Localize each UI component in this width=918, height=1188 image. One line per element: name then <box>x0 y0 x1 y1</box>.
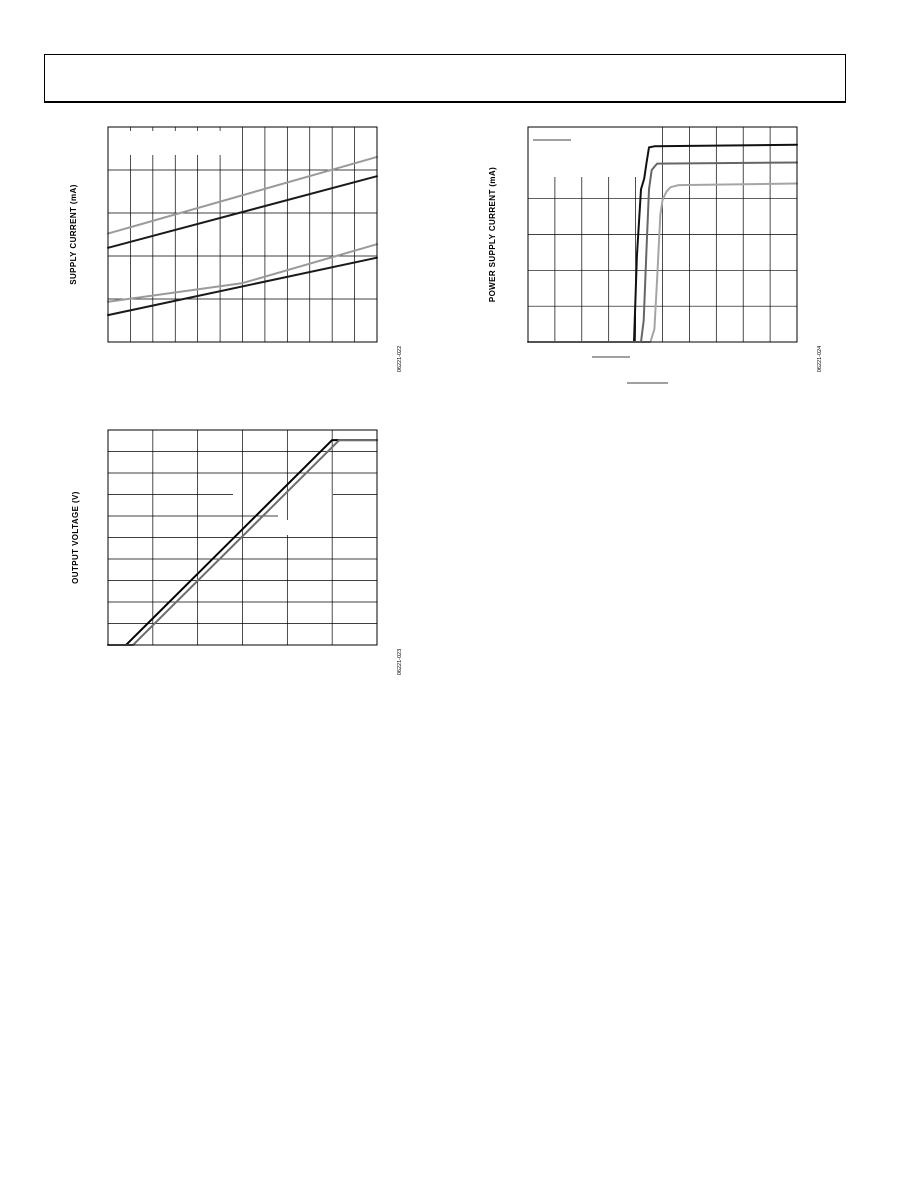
supply-current-figure-number: 06221-022 <box>397 345 403 373</box>
output-voltage-y-axis-label: OUTPUT VOLTAGE (V) <box>71 491 80 584</box>
power-supply-current-y-axis-label: POWER SUPPLY CURRENT (mA) <box>488 166 497 303</box>
power-supply-current-figure-number: 06221-024 <box>817 345 823 373</box>
output-voltage-figure-number: 06221-023 <box>397 648 403 676</box>
supply-current-y-axis-label: SUPPLY CURRENT (mA) <box>69 184 78 285</box>
